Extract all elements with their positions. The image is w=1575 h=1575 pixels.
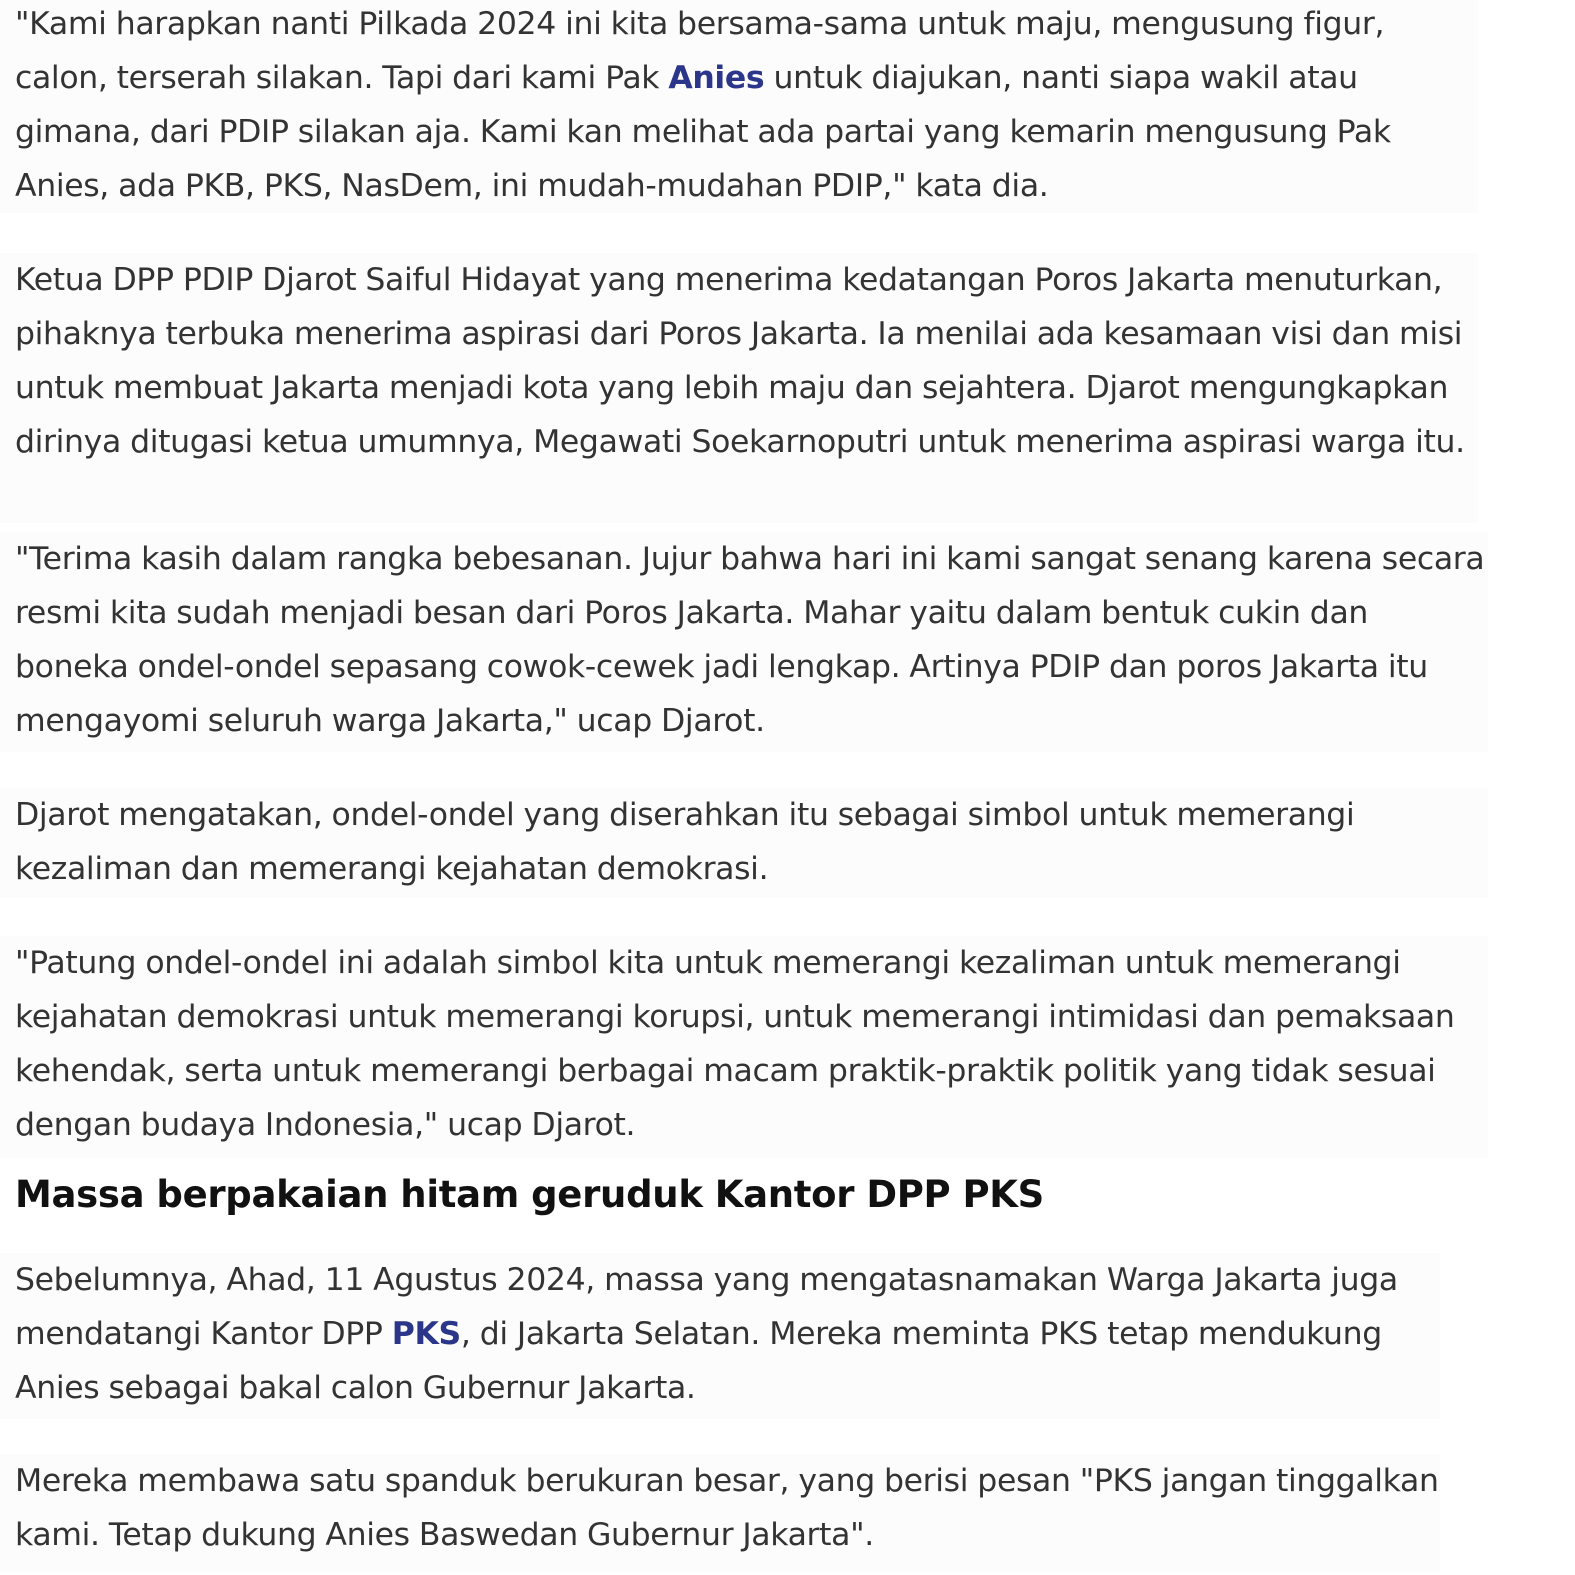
paragraph-pks-visit [0,1253,1440,1419]
quote-paragraph-patung: "Patung ondel-ondel ini adalah simbol kita untuk memerangi kezaliman untuk memerangi kejahatan demokrasi untuk memerangi korupsi, untuk memerangi intimidasi dan pemaksaan kehendak, serta untuk memerangi berbagai macam praktik-praktik politik yang tidak sesuai dengan budaya Indonesia," ucap Djarot. [0,936,1488,1158]
paragraph-text: untuk diajukan, nanti siapa wakil atau gimana, dari PDIP silakan aja. Kami kan melihat ada partai yang kemarin mengusung Pak Anies, ada PKB, PKS, NasDem, ini mudah-mudahan PDIP," kata dia. [15,60,1391,204]
paragraph-text: "Kami harapkan nanti Pilkada 2024 ini kita bersama-sama untuk maju, mengusung figur, calon, terserah silakan. Tapi dari kami Pak [15,6,1385,96]
paragraph-ondel-symbol: Djarot mengatakan, ondel-ondel yang diserahkan itu sebagai simbol untuk memerangi kezaliman dan memerangi kejahatan demokrasi. [0,788,1488,898]
quote-paragraph-pilkada [0,0,1478,213]
paragraph-text: , di Jakarta Selatan. Mereka meminta PKS tetap mendukung Anies sebagai bakal calon Gubernur Jakarta. [15,1316,1382,1406]
section-heading: Massa berpakaian hitam geruduk Kantor DPP PKS [15,1173,1044,1216]
tag-link-pks[interactable]: PKS [391,1316,461,1352]
paragraph-banner-message: Mereka membawa satu spanduk berukuran besar, yang berisi pesan "PKS jangan tinggalkan kami. Tetap dukung Anies Baswedan Gubernur Jakarta". [0,1454,1440,1572]
tag-link-anies[interactable]: Anies [668,60,765,96]
paragraph-text: Sebelumnya, Ahad, 11 Agustus 2024, massa yang mengatasnamakan Warga Jakarta juga mendatangi Kantor DPP [15,1262,1398,1352]
quote-paragraph-bebesanan: "Terima kasih dalam rangka bebesanan. Jujur bahwa hari ini kami sangat senang karena secara resmi kita sudah menjadi besan dari Poros Jakarta. Mahar yaitu dalam bentuk cukin dan boneka ondel-ondel sepasang cowok-cewek jadi lengkap. Artinya PDIP dan poros Jakarta itu mengayomi seluruh warga Jakarta," ucap Djarot. [0,532,1488,752]
paragraph-djarot-intro: Ketua DPP PDIP Djarot Saiful Hidayat yang menerima kedatangan Poros Jakarta menuturkan, pihaknya terbuka menerima aspirasi dari Poros Jakarta. Ia menilai ada kesamaan visi dan misi untuk membuat Jakarta menjadi kota yang lebih maju dan sejahtera. Djarot mengungkapkan dirinya ditugasi ketua umumnya, Megawati Soekarnoputri untuk menerima aspirasi warga itu. [0,253,1478,523]
